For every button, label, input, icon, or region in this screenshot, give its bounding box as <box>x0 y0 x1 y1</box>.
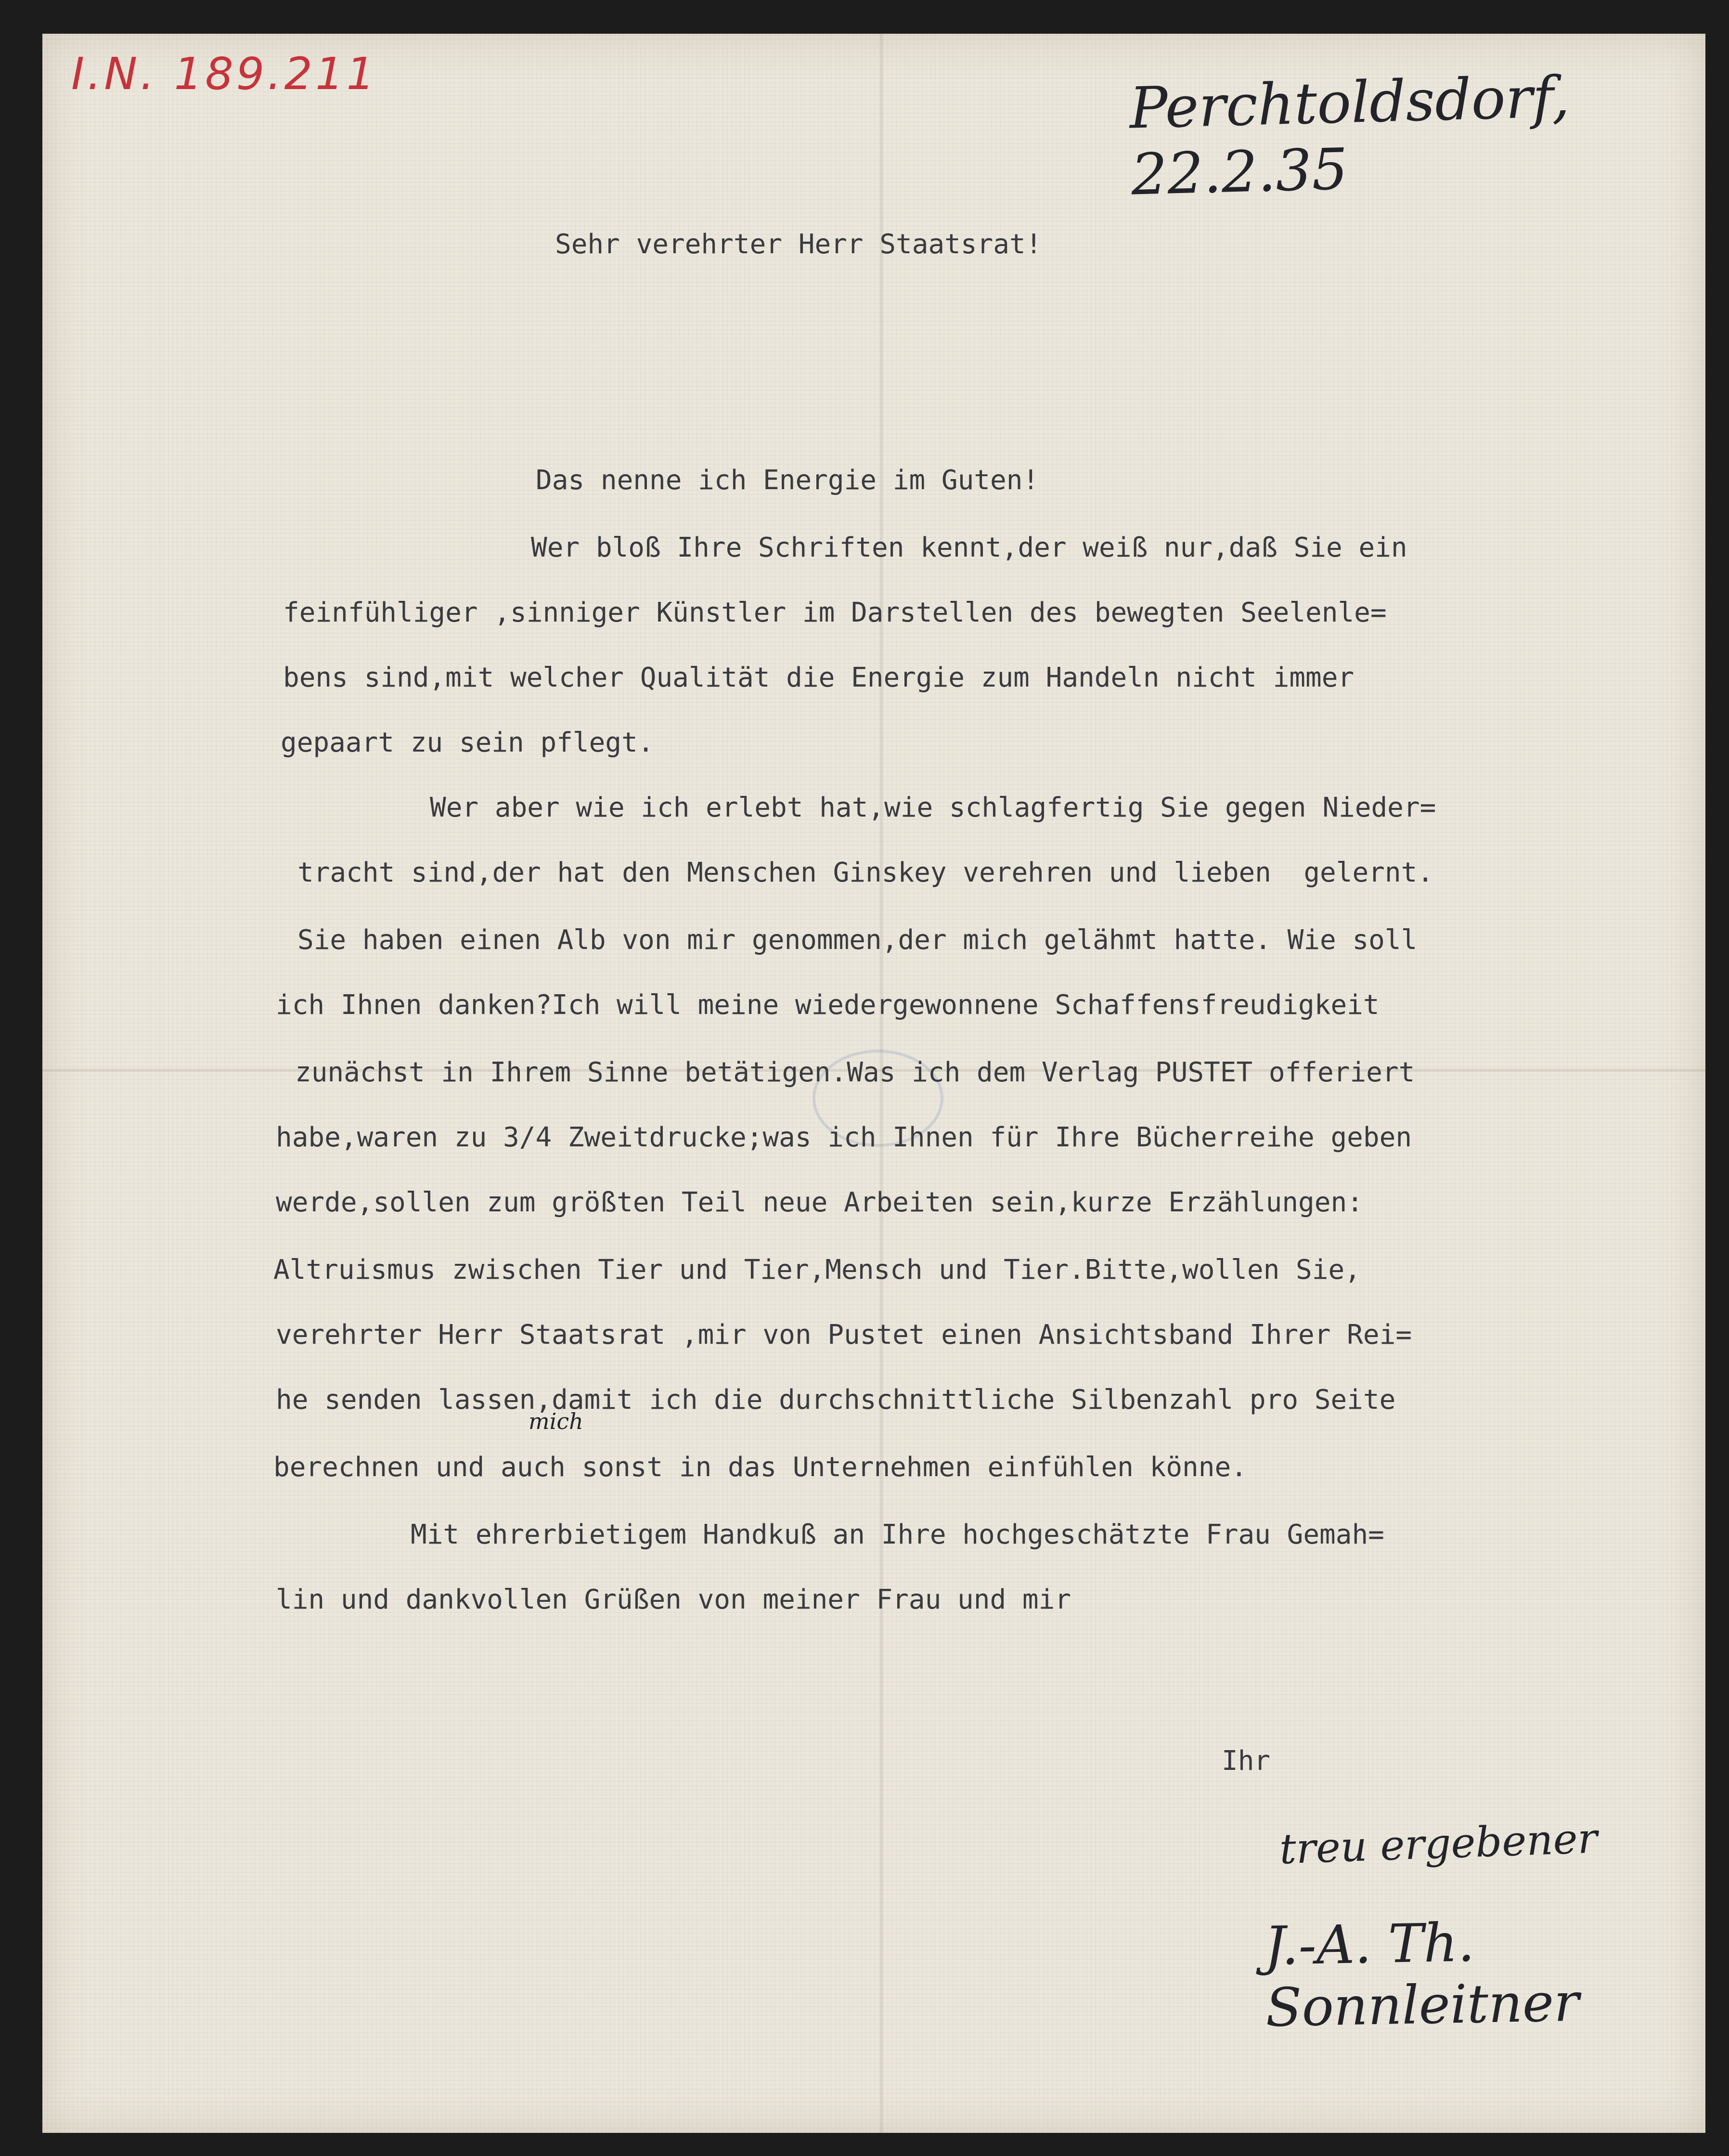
body-line: Das nenne ich Energie im Guten! <box>536 465 1039 496</box>
signature-line-1: treu ergebener <box>1278 1814 1599 1874</box>
body-line: Wer bloß Ihre Schriften kennt,der weiß nur,daß Sie ein <box>531 532 1407 563</box>
body-line: Mit ehrerbietigem Handkuß an Ihre hochgeschätzte Frau Gemah= <box>411 1519 1384 1550</box>
body-line: verehrter Herr Staatsrat ,mir von Pustet einen Ansichtsband Ihrer Rei= <box>276 1319 1412 1351</box>
signature: J.-A. Th. Sonnleitner <box>1264 1911 1580 2039</box>
handwritten-insert: mich <box>529 1408 583 1434</box>
body-line: bens sind,mit welcher Qualität die Energie zum Handeln nicht immer <box>283 662 1355 693</box>
body-line: berechnen und auch sonst in das Unternehmen einfühlen könne. <box>273 1452 1247 1483</box>
salutation: Sehr verehrter Herr Staatsrat! <box>555 229 1042 260</box>
body-line: werde,sollen zum größten Teil neue Arbeiten sein,kurze Erzählungen: <box>276 1187 1363 1218</box>
body-line: feinfühliger ,sinniger Künstler im Darstellen des bewegten Seelenle= <box>283 597 1387 628</box>
body-line: ich Ihnen danken?Ich will meine wiedergewonnene Schaffensfreudigkeit <box>276 989 1380 1021</box>
letter-page <box>42 34 1705 2133</box>
body-line: lin und dankvollen Grüßen von meiner Frau und mir <box>276 1584 1071 1615</box>
body-line: habe,waren zu 3/4 Zweitdrucke;was ich Ihnen für Ihre Bücherreihe geben <box>276 1122 1412 1153</box>
body-line: Sie haben einen Alb von mir genommen,der mich gelähmt hatte. Wie soll <box>297 924 1418 956</box>
body-line: Altruismus zwischen Tier und Tier,Mensch und Tier.Bitte,wollen Sie, <box>273 1254 1361 1286</box>
body-line: tracht sind,der hat den Menschen Ginskey verehren und lieben gelernt. <box>297 857 1434 888</box>
place-date: Perchtoldsdorf, 22.2.35 <box>1128 63 1571 208</box>
closing: Ihr <box>1222 1745 1271 1777</box>
body-line: gepaart zu sein pflegt. <box>281 727 654 758</box>
body-line: Wer aber wie ich erlebt hat,wie schlagfertig Sie gegen Nieder= <box>430 792 1436 823</box>
inventory-number: I.N. 189.211 <box>71 48 378 100</box>
body-line: zunächst in Ihrem Sinne betätigen.Was ich dem Verlag PUSTET offeriert <box>295 1057 1415 1088</box>
body-line: he senden lassen,damit ich die durchschnittliche Silbenzahl pro Seite <box>276 1384 1396 1416</box>
